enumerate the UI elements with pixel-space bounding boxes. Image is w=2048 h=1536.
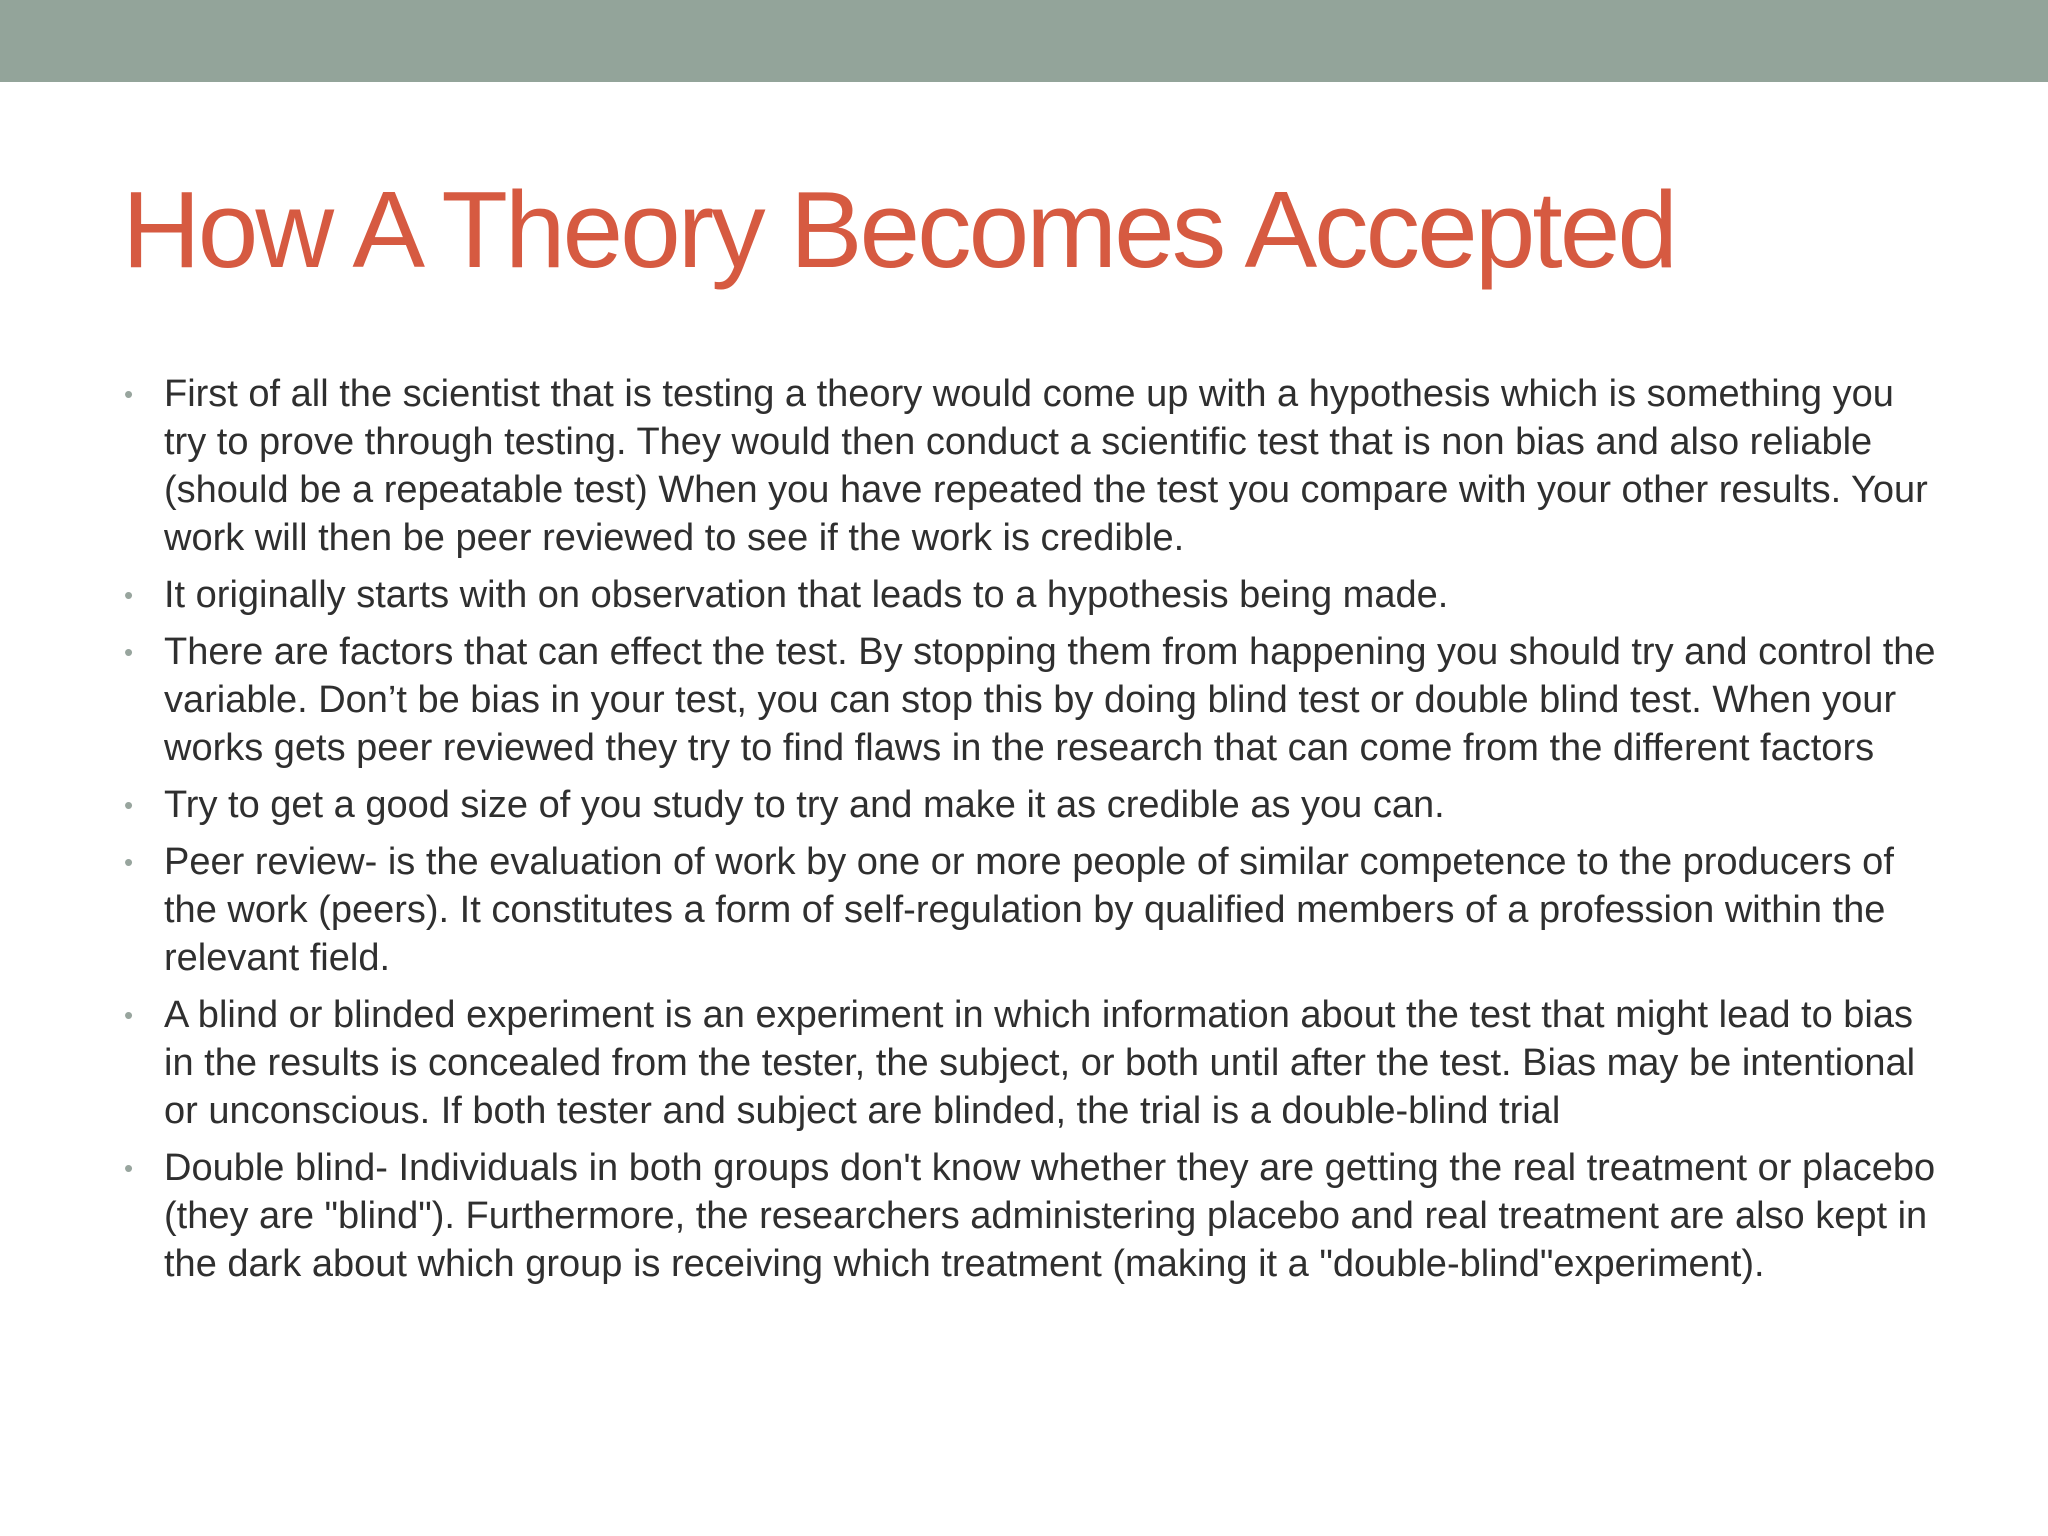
slide-title: How A Theory Becomes Accepted <box>122 169 1675 291</box>
bullet-text-2: It originally starts with on observation that leads to a hypothesis being made. <box>164 574 1449 616</box>
bullet-marker-icon: • <box>124 379 134 409</box>
bullet-text-6: A blind or blinded experiment is an experiment in which information about the test that might lead to bias in the results is concealed from the tester, the subject, or both until after the test. Bias may be intentional or unconscious. If both tester and subject are blinded, the trial is a double-blind trial <box>164 994 1916 1132</box>
bullet-item-5 <box>118 838 1938 982</box>
bullet-list <box>118 370 1938 1297</box>
bullet-text-1: First of all the scientist that is testing a theory would come up with a hypothesis which is something you try to prove through testing. They would then conduct a scientific test that is non bias and also reliable (should be a repeatable test) When you have repeated the test you compare with your other results. Your work will then be peer reviewed to see if the work is credible. <box>164 373 1928 559</box>
bullet-item-3 <box>118 628 1938 772</box>
bullet-marker-icon: • <box>124 847 134 877</box>
bullet-item-6 <box>118 991 1938 1135</box>
bullet-marker-icon: • <box>124 637 134 667</box>
bullet-text-7: Double blind- Individuals in both groups don't know whether they are getting the real treatment or placebo (they are "blind"). Furthermore, the researchers administering placebo and real treatment are also kept in the dark about which group is receiving which treatment (making it a "double-blind"experiment). <box>164 1147 1936 1285</box>
bullet-marker-icon: • <box>124 1153 134 1183</box>
bullet-text-4: Try to get a good size of you study to try and make it as credible as you can. <box>164 784 1445 826</box>
bullet-marker-icon: • <box>124 580 134 610</box>
bullet-marker-icon: • <box>124 1000 134 1030</box>
bullet-text-3: There are factors that can effect the test. By stopping them from happening you should try and control the variable. Don’t be bias in your test, you can stop this by doing blind test or double blind test. When your works gets peer reviewed they try to find flaws in the research that can come from the different factors <box>164 631 1936 769</box>
bullet-item-2 <box>118 571 1938 619</box>
bullet-item-1 <box>118 370 1938 562</box>
bullet-item-4 <box>118 781 1938 829</box>
top-header-band <box>0 0 2048 82</box>
bullet-marker-icon: • <box>124 790 134 820</box>
bullet-text-5: Peer review- is the evaluation of work by one or more people of similar competence to the producers of the work (peers). It constitutes a form of self-regulation by qualified members of a profession within the relevant field. <box>164 841 1894 979</box>
bullet-item-7 <box>118 1144 1938 1288</box>
